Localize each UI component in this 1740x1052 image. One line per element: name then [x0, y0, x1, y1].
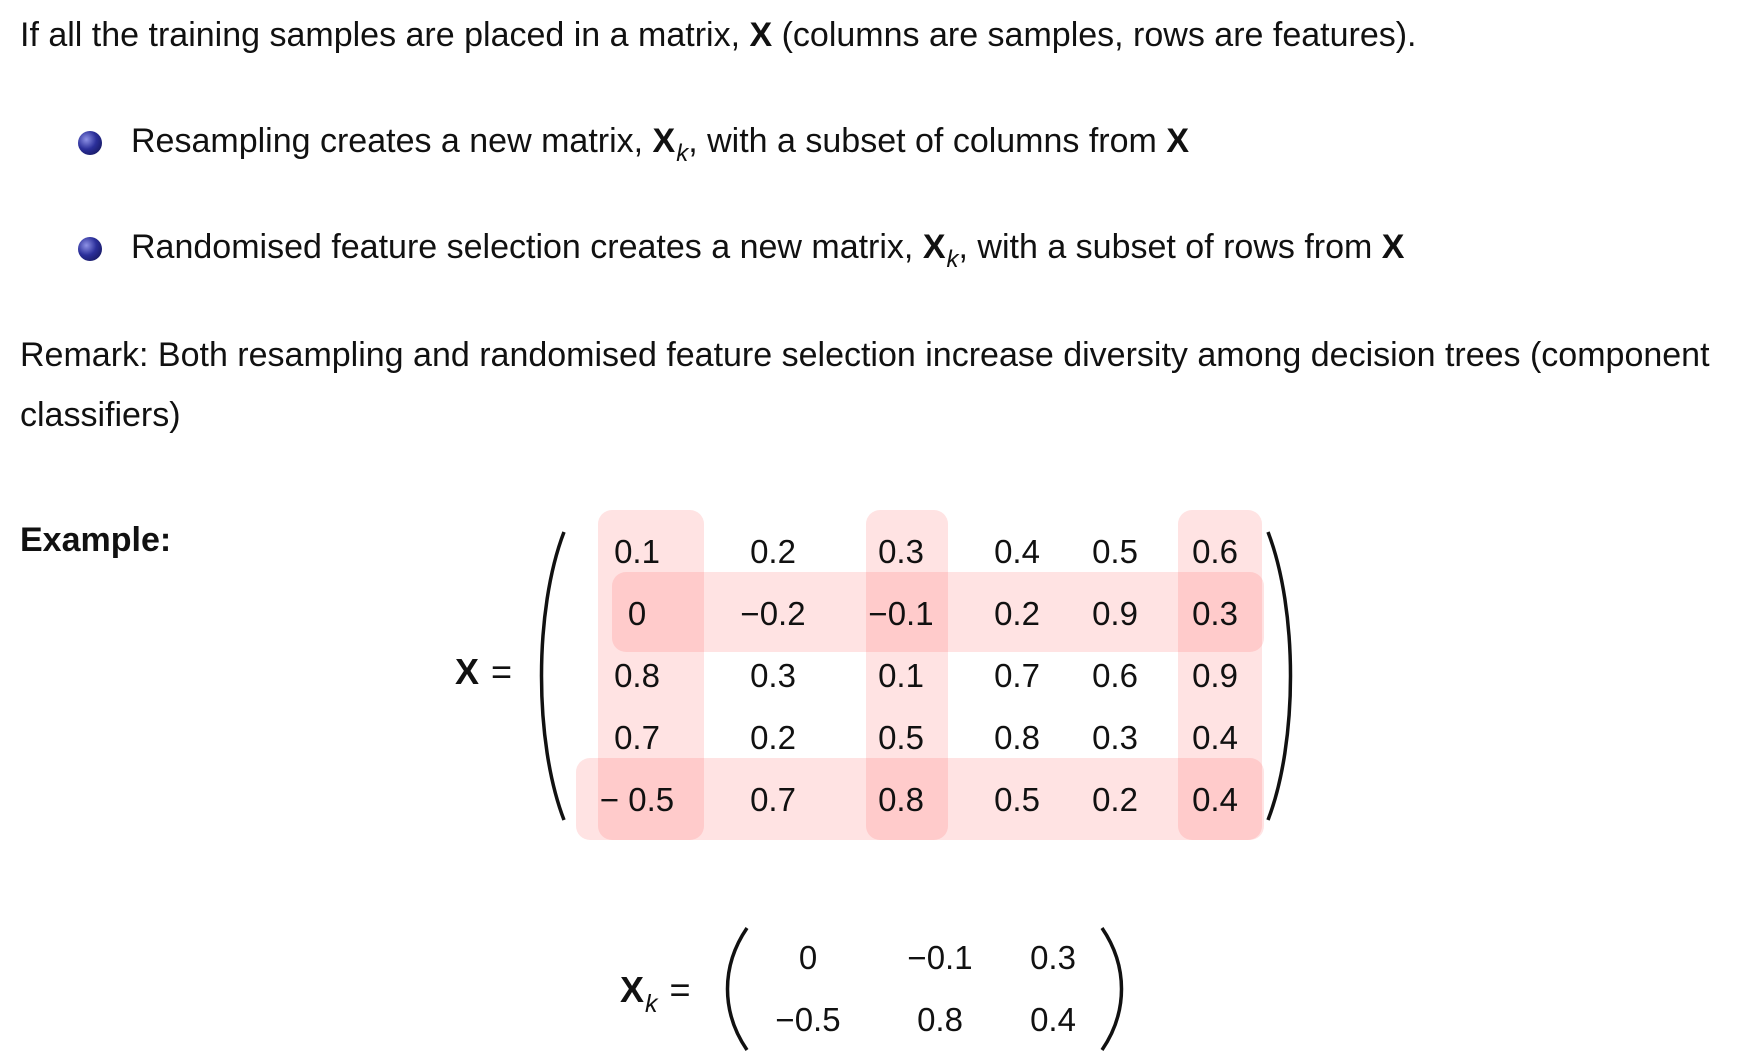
- matrix-x-lhs: [455, 652, 512, 692]
- matrix-cell: 0.3: [1192, 595, 1238, 632]
- subscript: k: [645, 990, 658, 1018]
- matrix-cell: 0.4: [1192, 719, 1238, 756]
- matrix-cell: −0.2: [740, 595, 806, 632]
- matrix-cell: 0.5: [1092, 533, 1138, 570]
- matrix-cell: 0.3: [1030, 939, 1076, 976]
- matrix-cell: 0.3: [1092, 719, 1138, 756]
- matrix-cell: 0.8: [917, 1001, 963, 1038]
- matrix-cell: 0.8: [994, 719, 1040, 756]
- matrix-cell: 0.6: [1192, 533, 1238, 570]
- bullet-resampling: [78, 111, 1189, 175]
- bullet-feature-selection: [78, 217, 1404, 281]
- matrix-cell: 0.9: [1092, 595, 1138, 632]
- matrix-cell: 0.1: [614, 533, 660, 570]
- matrix-cell: 0.1: [878, 657, 924, 694]
- matrix-cell: 0.4: [994, 533, 1040, 570]
- matrix-cell: 0: [627, 595, 647, 632]
- matrix-cell: 0.2: [1092, 781, 1138, 818]
- matrix-cell: −0.1: [907, 939, 973, 976]
- matrix-symbol: X: [922, 228, 946, 266]
- matrix-cell: 0.7: [750, 781, 796, 818]
- matrix-cell: 0.3: [750, 657, 796, 694]
- bullet-text: [131, 217, 1404, 281]
- matrix-cell: 0.6: [1092, 657, 1138, 694]
- matrix-xk-left-paren: [717, 926, 751, 1052]
- matrix-cell: − 0.5: [599, 781, 675, 818]
- matrix-cell: 0.3: [878, 533, 924, 570]
- equals-sign: =: [669, 969, 691, 1010]
- matrix-cell: 0.2: [750, 533, 796, 570]
- matrix-cell: 0: [798, 939, 818, 976]
- matrix-cell: 0.4: [1192, 781, 1238, 818]
- matrix-cell: 0.7: [614, 719, 660, 756]
- matrix-x-left-paren: [530, 530, 570, 822]
- matrix-symbol: X: [1381, 228, 1405, 266]
- bullet-text-before: Randomised feature selection creates a new matrix,: [131, 228, 923, 266]
- matrix-cell: 0.5: [878, 719, 924, 756]
- subscript: k: [946, 246, 959, 273]
- subscript: k: [676, 140, 689, 167]
- matrix-cell: 0.5: [994, 781, 1040, 818]
- bullet-text-after: , with a subset of columns from: [688, 122, 1167, 160]
- matrix-cell: −0.1: [868, 595, 934, 632]
- remark-line-2: classifiers): [20, 396, 181, 434]
- bullet-text-before: Resampling creates a new matrix,: [131, 122, 653, 160]
- matrix-cell: 0.9: [1192, 657, 1238, 694]
- bullet-text: [131, 111, 1189, 175]
- intro-after: (columns are samples, rows are features).: [772, 16, 1417, 54]
- equals-sign: =: [491, 651, 513, 692]
- matrix-symbol: X: [1166, 122, 1189, 160]
- matrix-symbol: X: [455, 651, 480, 692]
- example-label: Example:: [20, 521, 172, 559]
- matrix-cell: 0.7: [994, 657, 1040, 694]
- matrix-cell: 0.4: [1030, 1001, 1076, 1038]
- matrix-xk-lhs: [620, 969, 691, 1018]
- matrix-cell: 0.2: [750, 719, 796, 756]
- bullet-ball-icon: [78, 131, 102, 155]
- bullet-ball-icon: [78, 237, 102, 261]
- remark-line-1: Remark: Both resampling and randomised feature selection increase diversity among decision trees (component: [20, 336, 1710, 374]
- intro-before: If all the training samples are placed in a matrix,: [20, 16, 750, 54]
- matrix-cell: 0.8: [878, 781, 924, 818]
- matrix-symbol: X: [749, 16, 773, 54]
- intro-text: [20, 5, 1417, 65]
- matrix-cell: 0.2: [994, 595, 1040, 632]
- matrix-symbol: X: [652, 122, 676, 160]
- bullet-text-after: , with a subset of rows from: [958, 228, 1382, 266]
- matrix-symbol: X: [620, 969, 645, 1010]
- matrix-cell: −0.5: [775, 1001, 841, 1038]
- matrix-cell: 0.8: [614, 657, 660, 694]
